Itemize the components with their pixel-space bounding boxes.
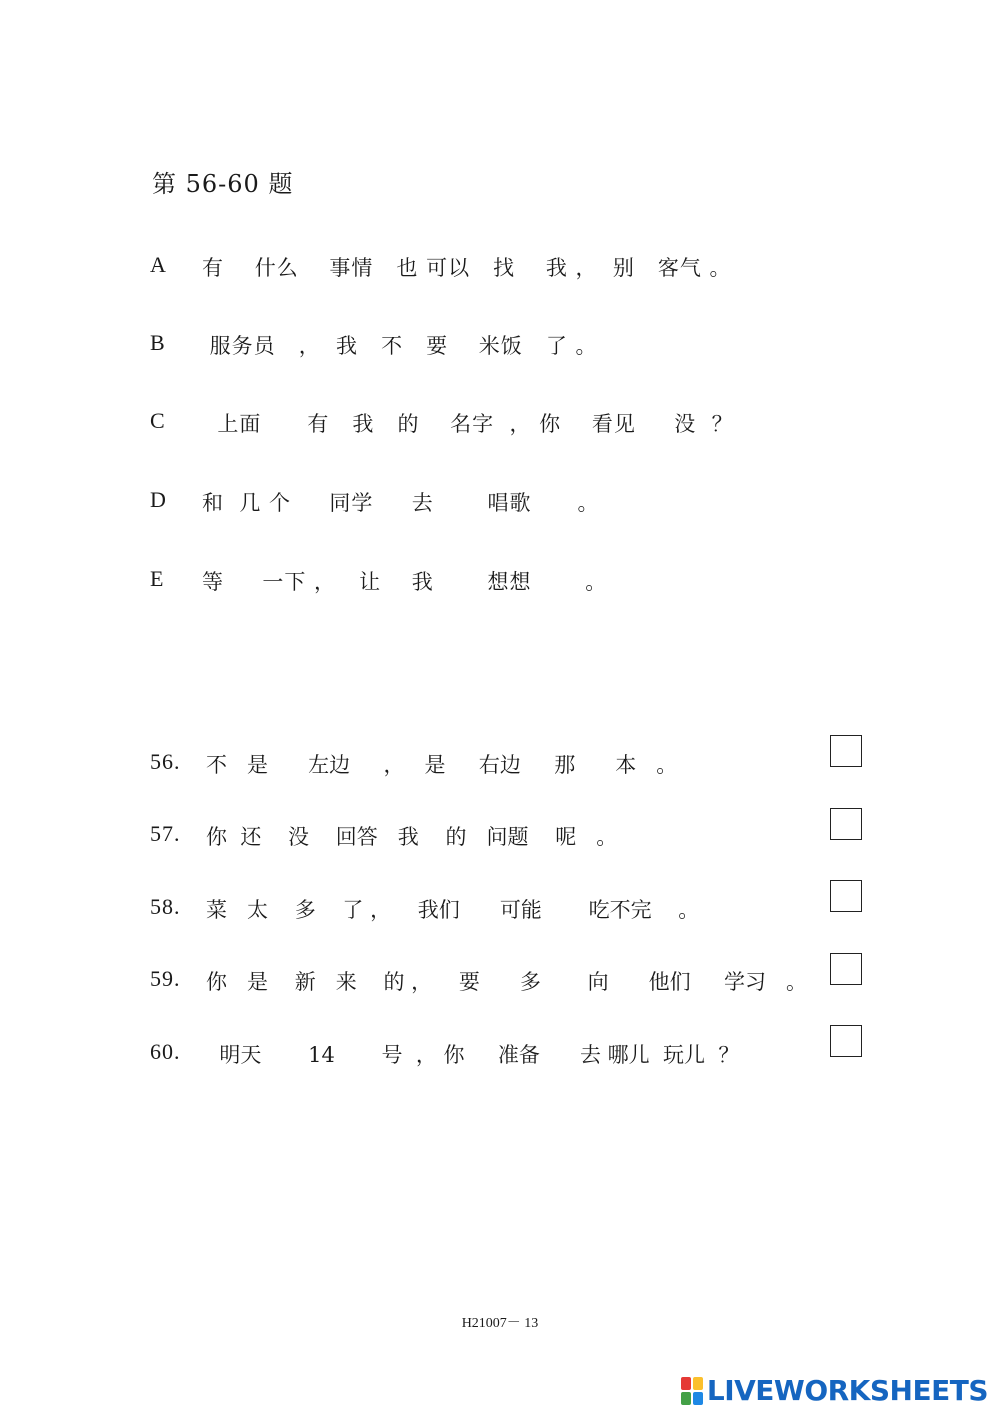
- option-e: [150, 566, 607, 596]
- question-number: 60.: [150, 1039, 181, 1064]
- logo-block: [681, 1392, 691, 1405]
- brand-name: LIVEWORKSHEETS: [706, 1374, 988, 1407]
- option-text: 有 什么 事情 也 可以 找 我 ， 别 客气 。: [202, 256, 732, 280]
- option-b: [150, 330, 598, 360]
- option-text: 和 几 个 同学 去 唱歌 。: [202, 491, 600, 515]
- option-text: 上面 有 我 的 名字 ， 你 看见 没 ？: [202, 412, 734, 436]
- question-text: 菜 太 多 了 ， 我们 可能 吃不完 。: [206, 898, 700, 922]
- logo-block: [681, 1377, 691, 1390]
- answer-box-56[interactable]: [830, 735, 862, 767]
- question-text: 你 是 新 来 的 ， 要 多 向 他们 学习 。: [206, 970, 808, 994]
- question-text: 明天 14 号 ， 你 准备 去 哪儿 玩儿 ？: [206, 1043, 740, 1067]
- question-text: 不 是 左边 ， 是 右边 那 本 。: [206, 753, 678, 777]
- question-56: [150, 749, 677, 779]
- question-number: 57.: [150, 821, 181, 846]
- answer-box-60[interactable]: [830, 1025, 862, 1057]
- logo-block: [693, 1392, 703, 1405]
- brand-watermark: [681, 1374, 988, 1407]
- question-number: 59.: [150, 966, 181, 991]
- logo-block: [693, 1377, 703, 1390]
- question-number: 58.: [150, 894, 181, 919]
- page-footer: H21007－ 13: [461, 1316, 539, 1331]
- liveworksheets-logo-icon: [681, 1377, 703, 1405]
- option-c: [150, 408, 734, 438]
- option-text: 等 一下 ， 让 我 想想 。: [202, 570, 608, 594]
- question-59: [150, 966, 807, 996]
- section-title: 第 56-60 题: [152, 170, 294, 198]
- option-text: 服务员 ， 我 不 要 米饭 了 。: [202, 334, 598, 358]
- option-letter: B: [150, 330, 165, 355]
- option-a: [150, 252, 732, 282]
- answer-box-59[interactable]: [830, 953, 862, 985]
- question-57: [150, 821, 617, 851]
- question-number: 56.: [150, 749, 181, 774]
- option-d: [150, 487, 600, 517]
- answer-box-58[interactable]: [830, 880, 862, 912]
- question-58: [150, 894, 699, 924]
- option-letter: A: [150, 252, 166, 277]
- question-60: [150, 1039, 739, 1069]
- option-letter: D: [150, 487, 166, 512]
- option-letter: E: [150, 566, 164, 591]
- question-text: 你 还 没 回答 我 的 问题 呢 。: [206, 825, 618, 849]
- answer-box-57[interactable]: [830, 808, 862, 840]
- option-letter: C: [150, 408, 165, 433]
